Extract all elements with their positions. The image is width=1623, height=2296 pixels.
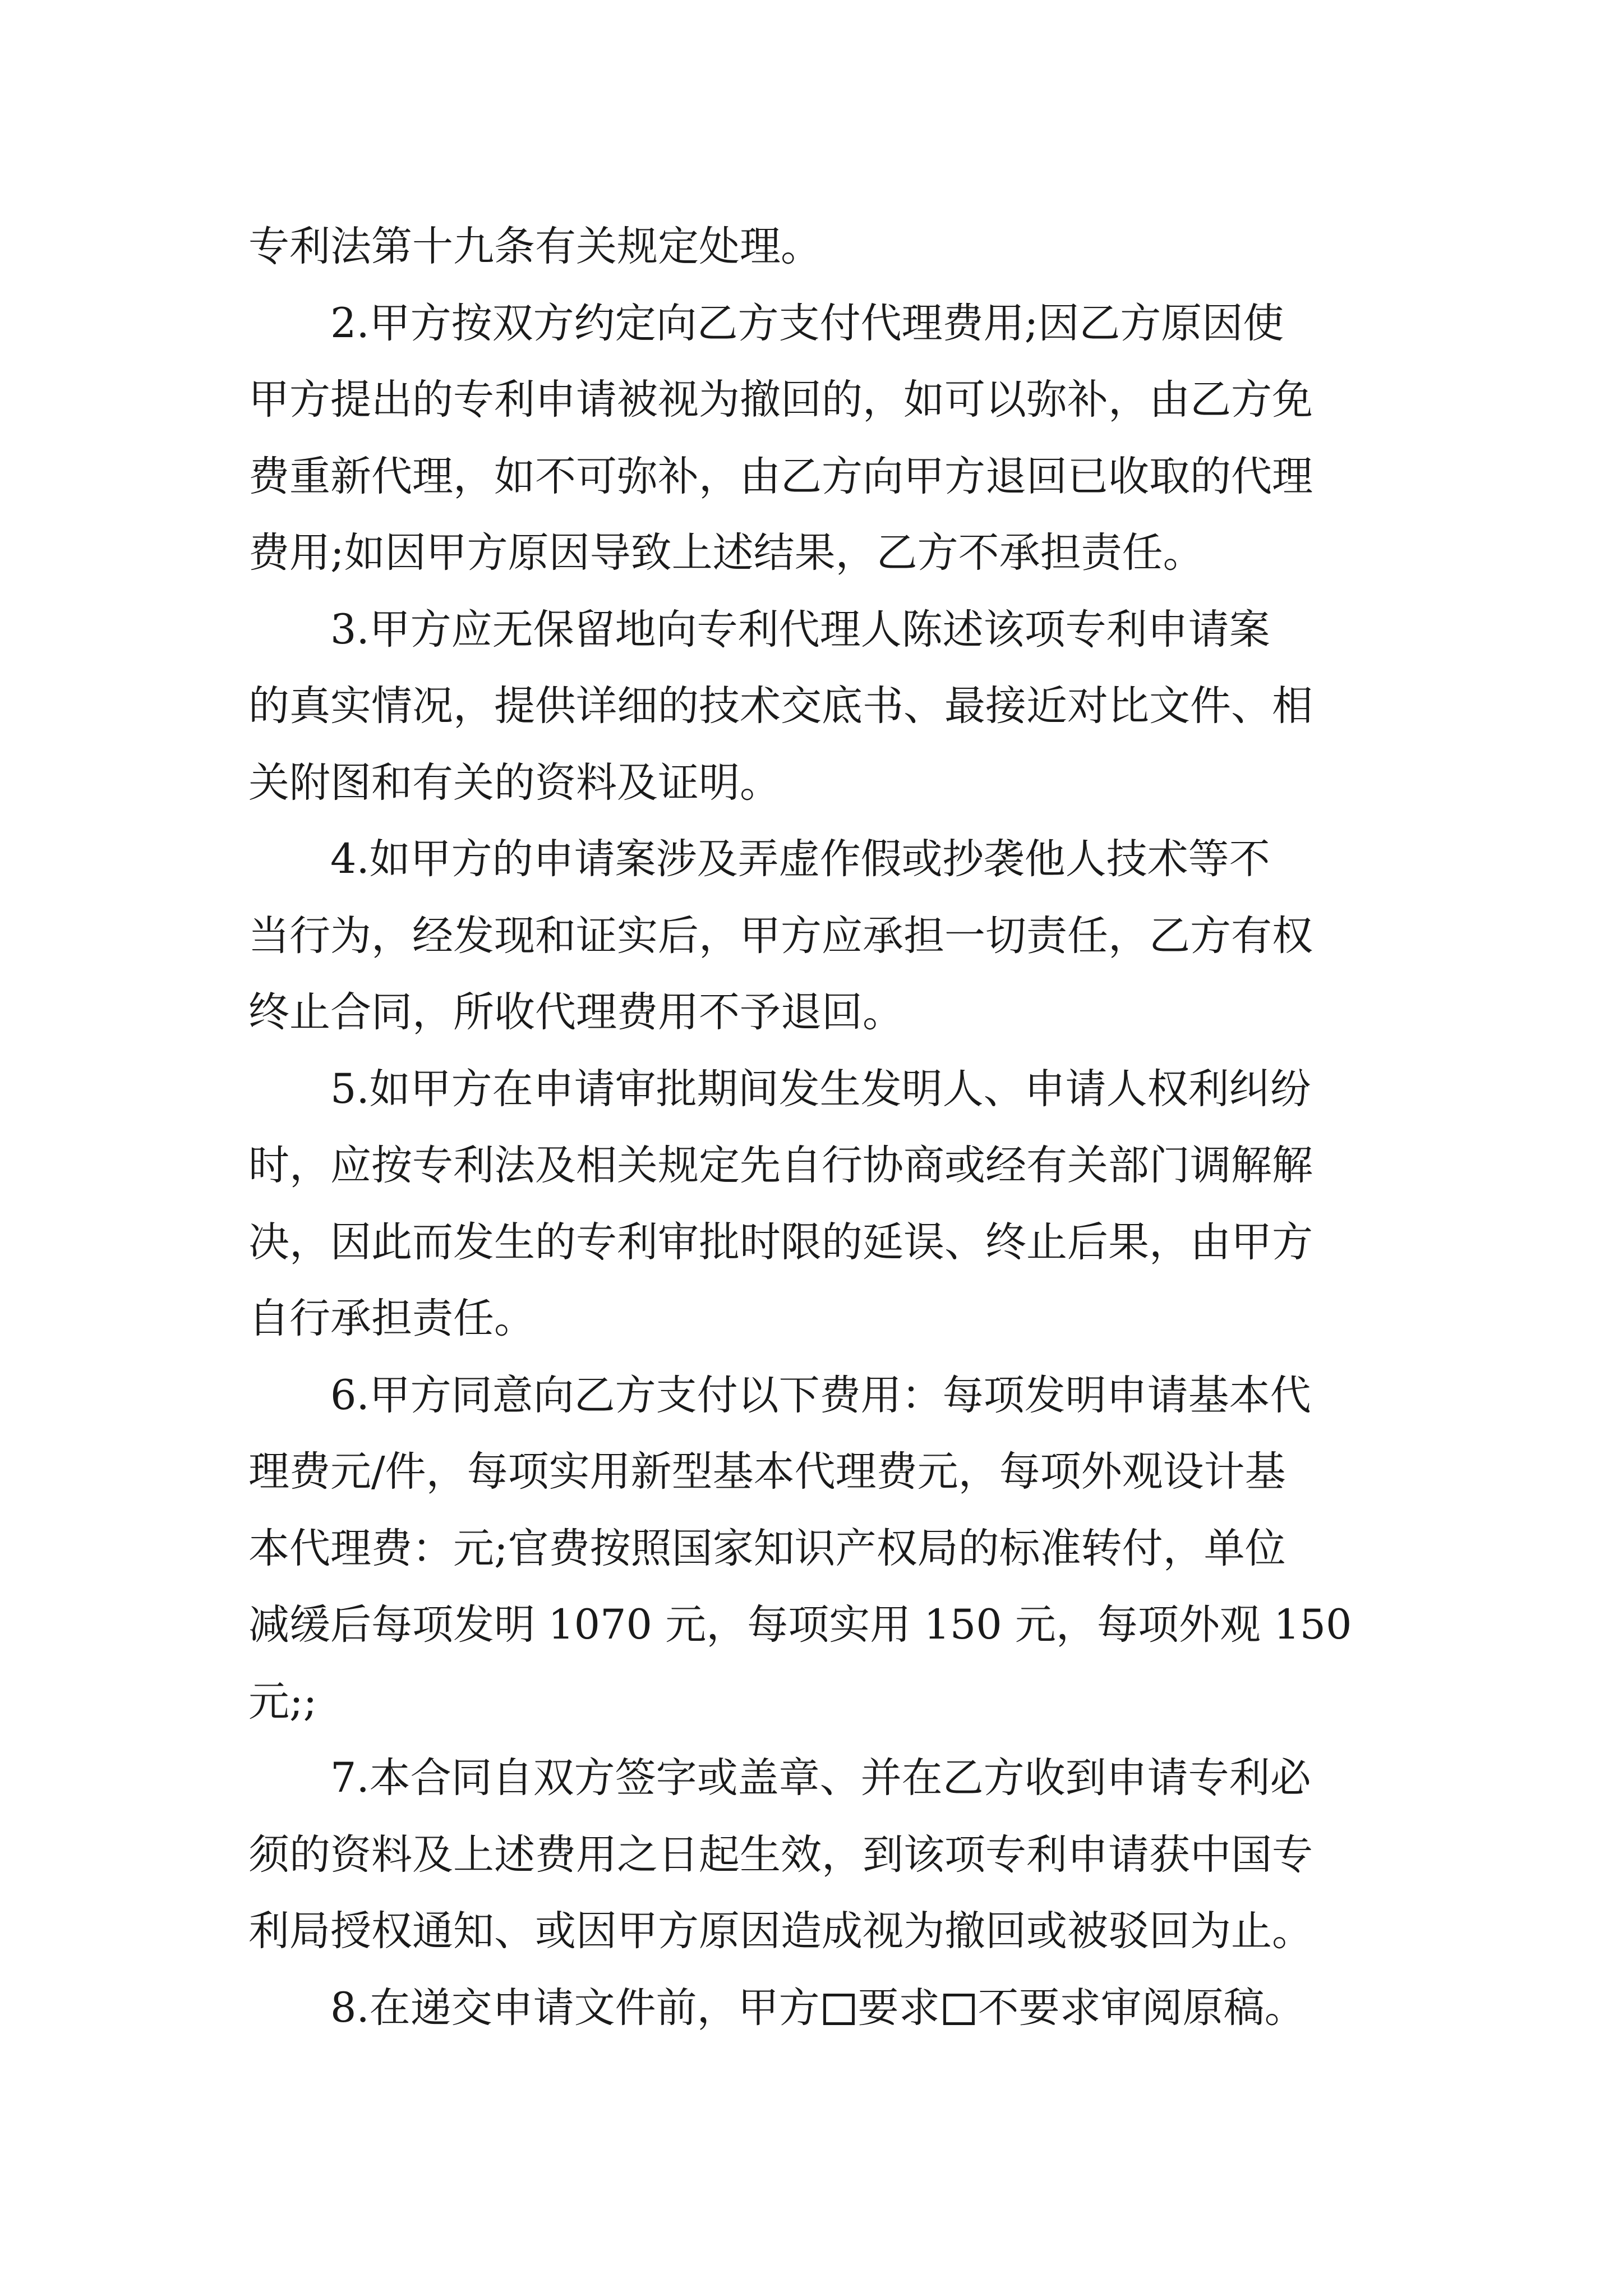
text-line: 本代理费：元;官费按照国家知识产权局的标准转付，单位 — [248, 1524, 1286, 1572]
text-line: 费重新代理，如不可弥补，由乙方向甲方退回已收取的代理 — [248, 452, 1313, 500]
require-review-checkbox[interactable] — [823, 1994, 855, 2025]
text-line-with-checkboxes — [248, 1970, 1421, 2047]
no-review-checkbox[interactable] — [943, 1994, 975, 2025]
no-require-label: 不要求审阅原稿。 — [978, 1984, 1306, 2032]
text-line: 甲方提出的专利申请被视为撤回的，如可以弥补，由乙方免 — [248, 376, 1313, 424]
document-lines — [248, 209, 1421, 2046]
text-line: 6.甲方同意向乙方支付以下费用：每项发明申请基本代 — [330, 1371, 1311, 1419]
text-line: 5.如甲方在申请审批期间发生发明人、申请人权利纠纷 — [330, 1065, 1311, 1113]
text-line: 7.本合同自双方签字或盖章、并在乙方收到申请专利必 — [330, 1754, 1311, 1802]
text-line: 专利法第十九条有关规定处理。 — [248, 223, 822, 270]
require-label: 要求 — [857, 1984, 940, 2032]
text-line: 4.如甲方的申请案涉及弄虚作假或抄袭他人技术等不 — [330, 835, 1270, 883]
text-line: 利局授权通知、或因甲方原因造成视为撤回或被驳回为止。 — [248, 1907, 1313, 1955]
text-line: 决，因此而发生的专利审批时限的延误、终止后果，由甲方 — [248, 1218, 1313, 1266]
text-line: 理费元/件，每项实用新型基本代理费元，每项外观设计基 — [248, 1448, 1286, 1496]
text-line: 终止合同，所收代理费用不予退回。 — [248, 988, 903, 1036]
text-line: 的真实情况，提供详细的技术交底书、最接近对比文件、相 — [248, 682, 1313, 730]
text-line: 当行为，经发现和证实后，甲方应承担一切责任，乙方有权 — [248, 912, 1313, 960]
text-line: 费用;如因甲方原因导致上述结果，乙方不承担责任。 — [248, 529, 1204, 577]
text-line: 减缓后每项发明 1070 元，每项实用 150 元，每项外观 150 — [248, 1601, 1352, 1649]
text-line: 2.甲方按双方约定向乙方支付代理费用;因乙方原因使 — [330, 299, 1284, 347]
text-line: 时，应按专利法及相关规定先自行协商或经有关部门调解解 — [248, 1142, 1313, 1189]
text-line: 3.甲方应无保留地向专利代理人陈述该项专利申请案 — [330, 605, 1270, 654]
document-body — [248, 209, 1421, 2046]
text-line: 元;; — [248, 1677, 317, 1726]
text-line: 关附图和有关的资料及证明。 — [248, 758, 781, 807]
text-line: 须的资料及上述费用之日起生效，到该项专利申请获中国专 — [248, 1830, 1313, 1879]
clause-8-prefix: 8.在递交申请文件前，甲方 — [330, 1984, 820, 2032]
text-line: 自行承担责任。 — [248, 1295, 535, 1342]
